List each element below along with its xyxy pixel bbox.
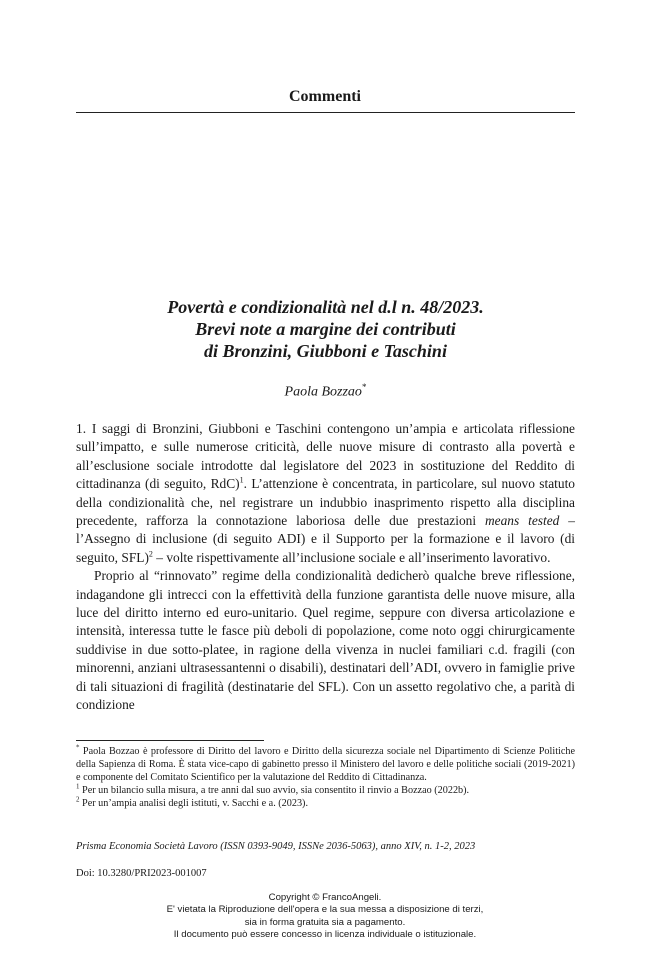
title-line-2: Brevi note a margine dei contributi	[195, 319, 456, 339]
author-line	[76, 382, 575, 401]
paragraph-1-text-b: . L’attenzione è concentrata, in particolare, sul nuovo statuto della condizionalità che, nel registrare un indubbio inasprimento rispetto alla disciplina precedente, rafforza la connotazione laboriosa delle due prestazioni	[76, 476, 575, 529]
footnote-separator	[76, 740, 264, 741]
footnote-ref-1: 1	[239, 475, 244, 485]
article-body	[76, 420, 575, 715]
title-line-1: Povertà e condizionalità nel d.l n. 48/2023.	[167, 297, 484, 317]
footnote-1-text: Per un bilancio sulla misura, a tre anni dal suo avvio, sia consentito il rinvio a Bozzao (2022b).	[79, 785, 470, 796]
header-rule	[76, 112, 575, 113]
copyright-line-3: sia in forma gratuita sia a pagamento.	[244, 916, 406, 928]
copyright-line-4: Il documento può essere concesso in licenza individuale o istituzionale.	[173, 929, 477, 941]
author-name: Paola Bozzao	[284, 384, 362, 400]
copyright-line-1: Copyright © FrancoAngeli.	[268, 892, 382, 903]
copyright-line-2: E' vietata la Riproduzione dell'opera e la sua messa a disposizione di terzi,	[166, 904, 484, 916]
footnote-author	[76, 745, 575, 784]
paragraph-1-text-d: – volte rispettivamente all’inclusione sociale e all’inserimento lavorativo.	[152, 549, 551, 565]
journal-citation: Prisma Economia Società Lavoro (ISSN 0393-9049, ISSNe 2036-5063), anno XIV, n. 1-2, 2023	[76, 841, 476, 852]
footnote-ref-2: 2	[148, 549, 153, 559]
section-heading: Commenti	[289, 88, 361, 105]
footnote-1-mark: 1	[76, 782, 80, 791]
footnote-2-mark: 2	[76, 795, 80, 804]
title-line-3: di Bronzini, Giubboni e Taschini	[204, 341, 447, 361]
author-footnote-mark: *	[361, 382, 367, 392]
article-title	[76, 296, 575, 362]
means-tested-emphasis: means tested	[485, 513, 560, 529]
paragraph-1-text-c: – l’Assegno di inclusione (di seguito ADI) e il Supporto per la formazione e il lavoro (di seguito, SFL)	[76, 513, 575, 565]
footnote-author-mark: *	[76, 743, 80, 752]
paragraph-1-text-a: 1. I saggi di Bronzini, Giubboni e Taschini contengono un’ampia e articolata riflessione sull’impatto, e sulle numerose criticità, delle nuove misure di contrasto alla povertà e all’esclusione sociale introdotte dal legislatore del 2023 in sostituzione del Reddito di cittadinanza (di seguito, RdC)	[76, 421, 575, 492]
footnote-2	[76, 797, 575, 810]
footnotes	[76, 745, 575, 810]
paragraph-1	[76, 420, 575, 567]
footnote-author-text: Paola Bozzao è professore di Diritto del lavoro e Diritto della sicurezza sociale nel Dipartimento di Scienze Politiche della Sapienza di Roma. È stata vice-capo di gabinetto presso il Ministero del lavoro e delle politiche sociali (2019-2021) e componente del Comitato Scientifico per la valutazione del Reddito di Cittadinanza.	[76, 746, 575, 783]
paragraph-2: Proprio al “rinnovato” regime della condizionalità dedicherò qualche breve riflessione, indagandone gli intrecci con la effettività della funzione garantista delle nuove misure, alla luce del diritto interno ed euro-unitario. Quel regime, seppure con diversa articolazione e intensità, interessa tutte le fasce più deboli di popolazione, come noto oggi chirurgicamente suddivise in due sotto-platee, in ragione della vivenza in nuclei familiari c.d. fragili (con minorenni, anziani ultrasessantenni o disabili), destinatari dell’ADI, ovvero in famiglie prive di tali situazioni di fragilità (destinatarie del SFL). Con un assetto regolativo che, a parità di condizione	[76, 568, 575, 713]
footnote-2-text: Per un’ampia analisi degli istituti, v. Sacchi e a. (2023).	[79, 798, 309, 809]
footnote-1	[76, 784, 575, 797]
doi: Doi: 10.3280/PRI2023-001007	[76, 868, 207, 879]
copyright-notice	[0, 892, 650, 942]
